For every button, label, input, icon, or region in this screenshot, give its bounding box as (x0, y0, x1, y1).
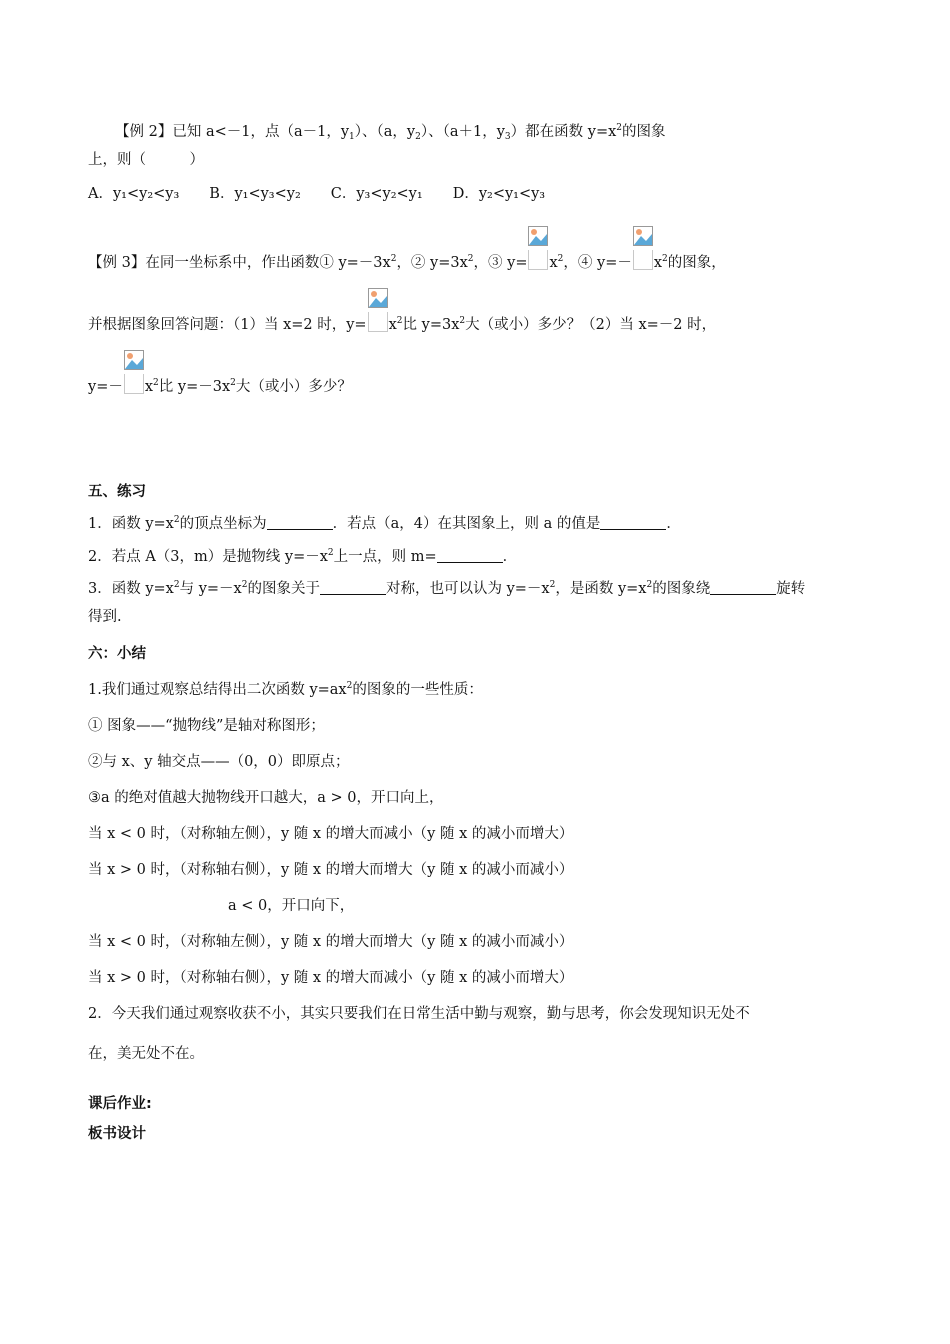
option-b: B．y₁<y₃<y₂ (209, 186, 301, 202)
summary-item: 当 x < 0 时，（对称轴左侧），y 随 x 的增大而增大（y 随 x 的减小而减小） (88, 934, 574, 950)
option-c: C．y₃<y₂<y₁ (330, 186, 423, 202)
answer-blank[interactable] (710, 580, 776, 595)
section5-heading: 五、练习 (88, 484, 146, 500)
option-d: D．y₂<y₁<y₃ (452, 186, 546, 202)
example3-line1: 【例 3】在同一坐标系中，作出函数① $y=-3x^2$，② $y=3x^2$，③ y= $x^2$，④ y=－ $x^2$的图象， (88, 250, 726, 273)
summary-p2-line1: 2．今天我们通过观察收获不小，其实只要我们在日常生活中勤与观察，勤与思考，你会发现知识无处不 (88, 1006, 750, 1022)
summary-item: ②与 x、y 轴交点——（0，0）即原点； (88, 754, 350, 770)
summary-item: 当 x < 0 时，（对称轴左侧），y 随 x 的增大而减小（y 随 x 的减小而增大） (88, 826, 574, 842)
summary-p1: 1.我们通过观察总结得出二次函数 $y=ax^2$的图象的一些性质： (88, 681, 483, 698)
section6-heading: 六：小结 (88, 646, 146, 662)
example3-label: 【例 3】 (88, 255, 146, 271)
example2-line1: 【例 2】已知 a<－1，点（a－1，$y_1$）、（a，$y_2$）、（a＋1，$y_3$）都在函数 $y=x^2$的图象 (115, 123, 666, 142)
summary-item: 当 x > 0 时，（对称轴右侧），y 随 x 的增大而减小（y 随 x 的减小而增大） (88, 970, 574, 986)
summary-item: ① 图象——“抛物线”是轴对称图形； (88, 718, 325, 734)
summary-item: ③a 的绝对值越大抛物线开口越大，a > 0，开口向上， (88, 790, 444, 806)
example2-label: 【例 2】 (115, 124, 173, 140)
homework-heading: 课后作业: (88, 1096, 152, 1112)
summary-item: a < 0，开口向下， (228, 898, 355, 914)
example2-line2: 上，则（ ） (88, 152, 204, 168)
fraction-image-icon (528, 250, 548, 270)
summary-p2-line2: 在，美无处不在。 (88, 1046, 204, 1062)
option-a: A．y₁<y₂<y₃ (88, 186, 180, 202)
practice-q3-line2: 得到. (88, 609, 122, 625)
answer-blank[interactable] (437, 548, 503, 563)
practice-q1: 1．函数 $y=x^2$的顶点坐标为 ．若点（a，4）在其图象上，则 a 的值是 ． (88, 515, 681, 532)
practice-q2: 2．若点 A（3，m）是抛物线 $y=-x^2$上一点，则 m= ． (88, 548, 518, 565)
practice-q3: 3．函数 $y=x^2$与 $y=-x^2$的图象关于 对称，也可以认为 $y=-x^2$，是函数 $y=x^2$的图象绕 旋转 (88, 580, 806, 597)
answer-blank[interactable] (600, 515, 666, 530)
fraction-image-icon (368, 312, 388, 332)
answer-blank[interactable] (267, 515, 333, 530)
fraction-image-icon (633, 250, 653, 270)
answer-blank[interactable] (320, 580, 386, 595)
summary-item: 当 x > 0 时，（对称轴右侧），y 随 x 的增大而增大（y 随 x 的减小而减小） (88, 862, 574, 878)
example3-line3: y=－ $x^2$比 $y=-3x^2$大（或小）多少？ (88, 374, 352, 397)
fraction-image-icon (124, 374, 144, 394)
example3-line2: 并根据图象回答问题：（1）当 x=2 时，y= $x^2$比 $y=3x^2$大（或小）多少？（2）当 x=－2 时， (88, 312, 716, 335)
board-design-heading: 板书设计 (88, 1126, 146, 1142)
example2-options (88, 184, 575, 204)
